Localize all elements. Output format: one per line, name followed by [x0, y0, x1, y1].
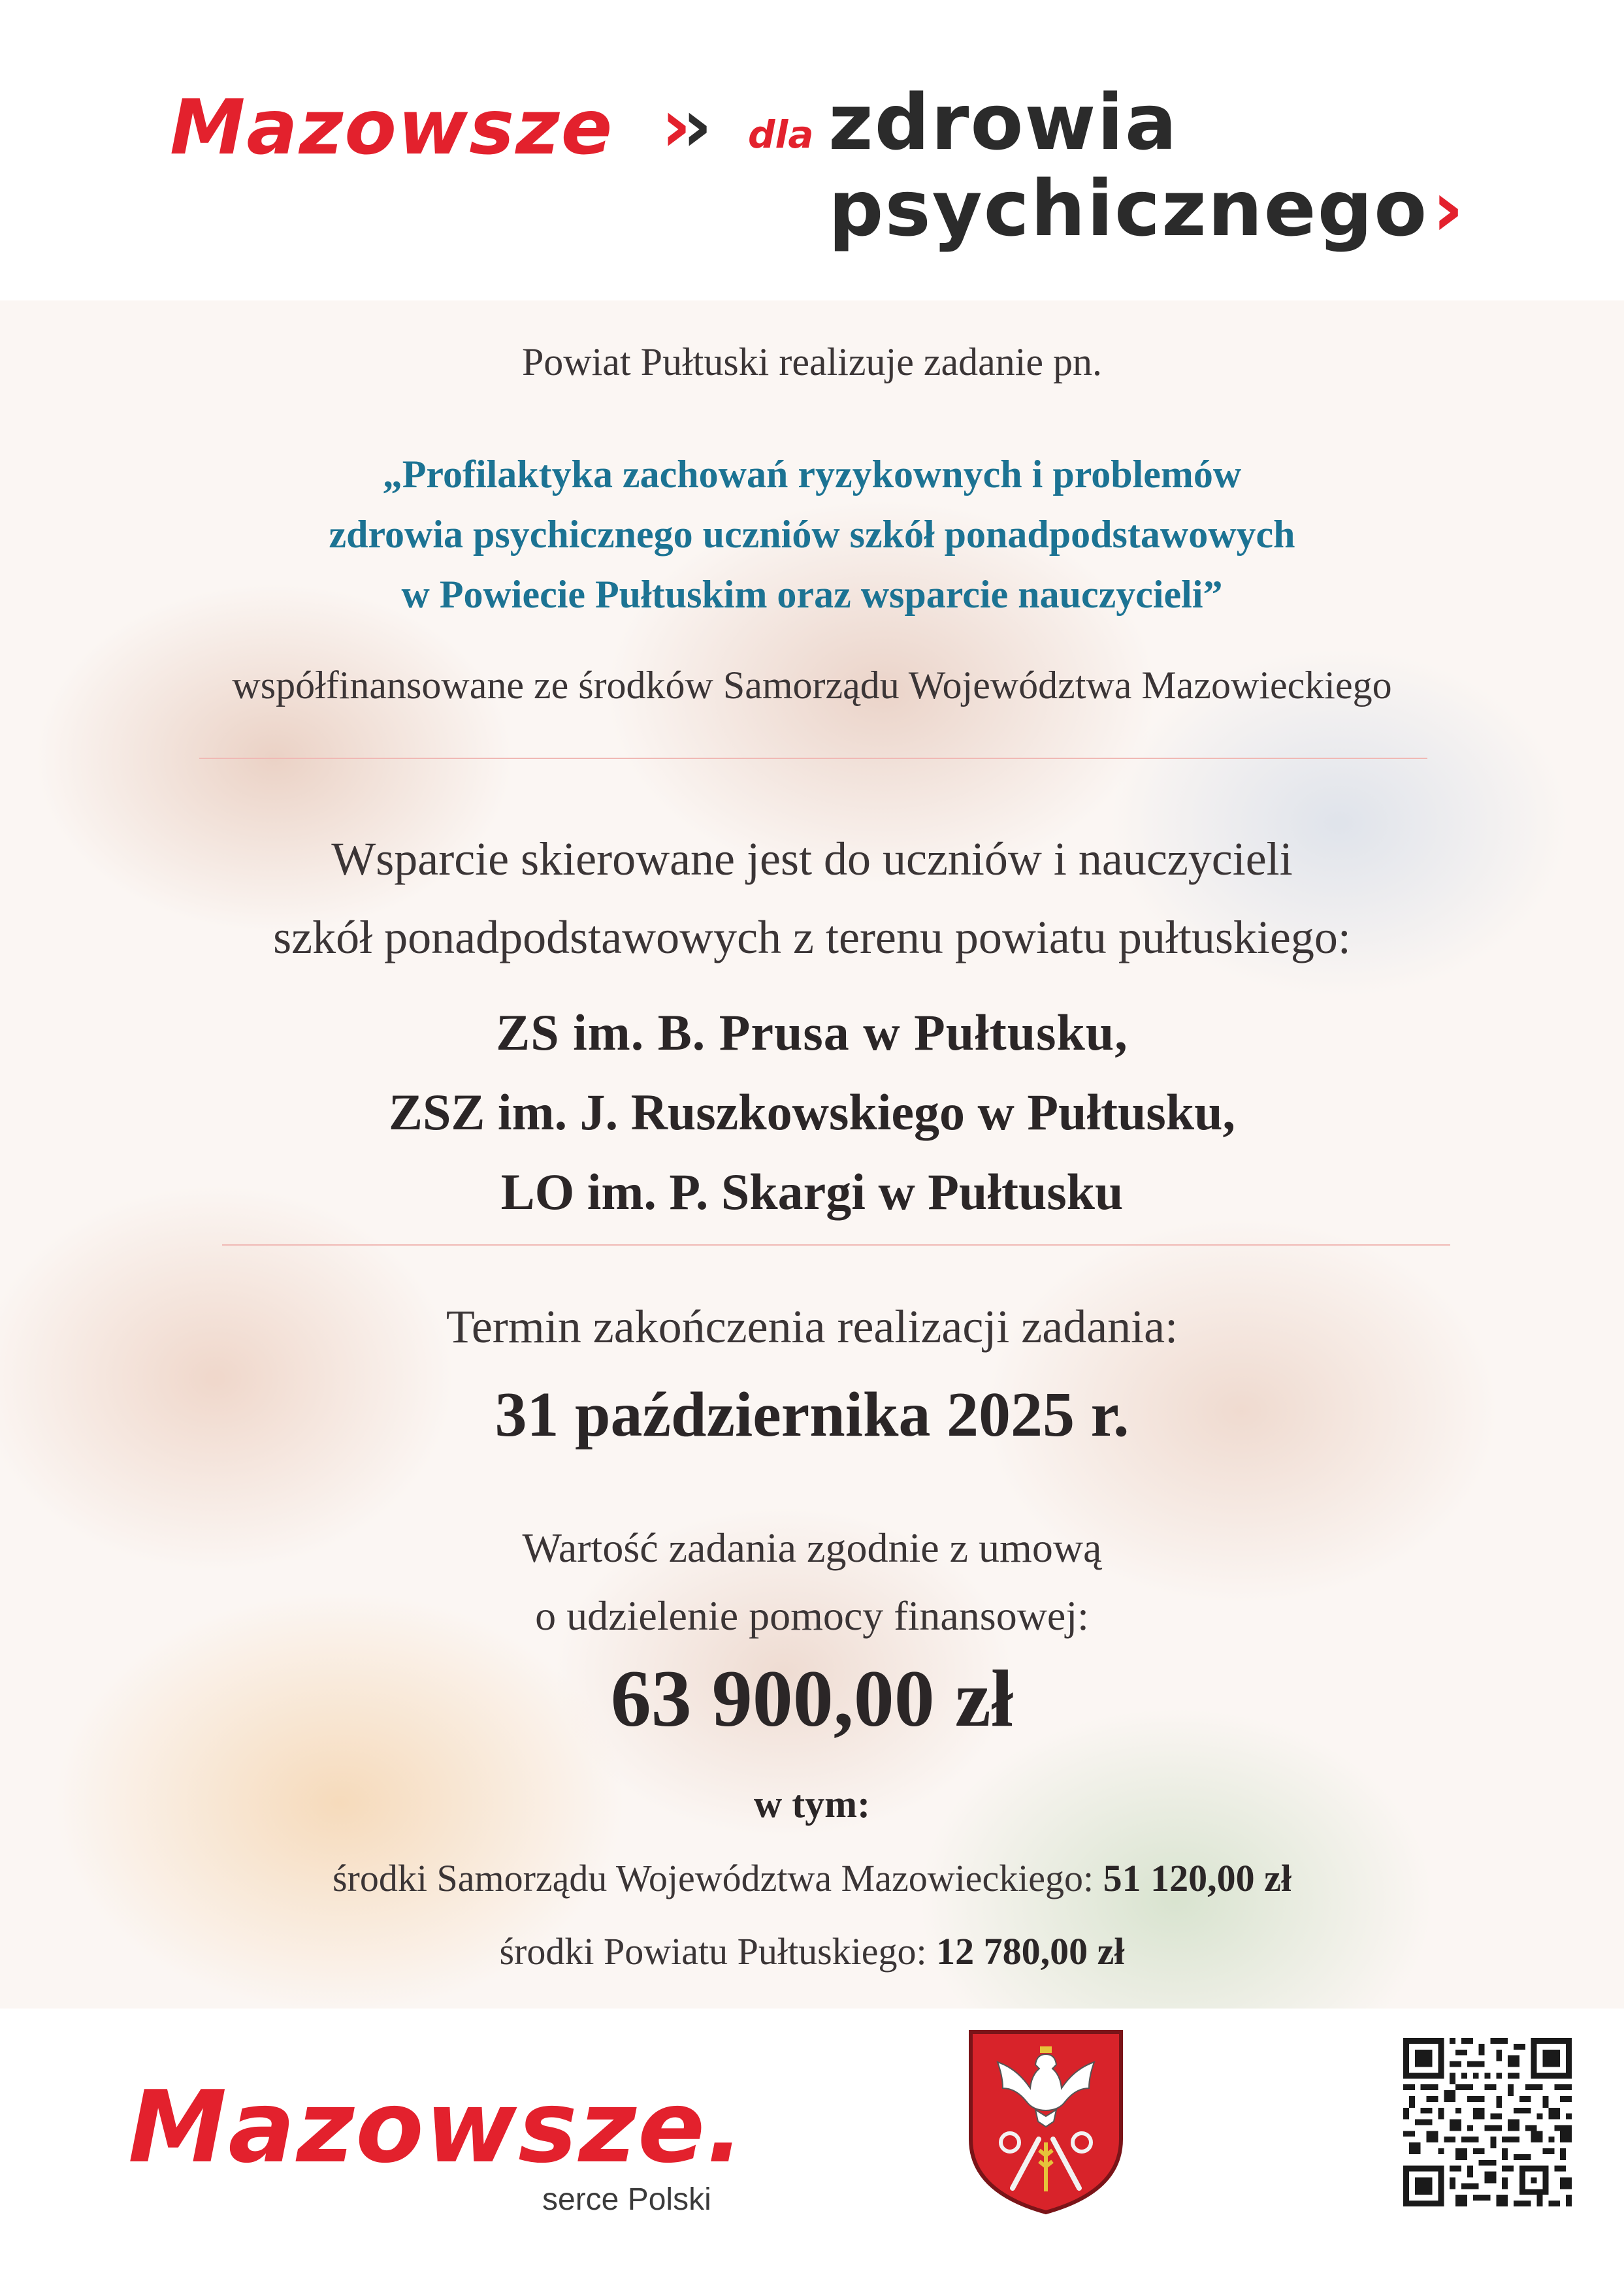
support-text — [0, 820, 1624, 977]
funds-breakdown — [0, 1842, 1624, 1988]
deadline-date: 31 października 2025 r. — [495, 1380, 1129, 1450]
schools-list — [0, 993, 1624, 1232]
cofinancing-text: współfinansowane ze środków Samorządu Województwa Mazowieckiego — [232, 664, 1392, 707]
coat-of-arms-icon — [967, 2028, 1125, 2215]
task-title-line1: „Profilaktyka zachowań ryzykownych i problemów — [382, 453, 1242, 496]
school-item: ZS im. B. Prusa w Pułtusku, — [496, 1004, 1128, 1061]
school-item: LO im. P. Skargi w Pułtusku — [500, 1163, 1124, 1220]
tagline: serce Polski — [542, 2182, 711, 2217]
end-chevron-icon: › — [1432, 163, 1465, 253]
value-amount: 63 900,00 zł — [610, 1654, 1014, 1743]
funds-item-county — [0, 1915, 1624, 1988]
funds-item-value: 51 120,00 zł — [1103, 1857, 1292, 1899]
school-item: ZSZ im. J. Ruszkowskiego w Pułtusku, — [389, 1084, 1235, 1140]
header-line2: psychicznego — [828, 163, 1429, 253]
mazowsze-footer-logo: Mazowsze. — [128, 2069, 745, 2185]
header-line1: zdrowia — [828, 77, 1178, 167]
deadline-label: Termin zakończenia realizacji zadania: — [446, 1300, 1178, 1353]
double-chevron-icon: ›› — [661, 84, 704, 169]
breakdown-heading: w tym: — [753, 1783, 871, 1826]
funds-item-value: 12 780,00 zł — [936, 1930, 1125, 1973]
mazowsze-logo-text: Mazowsze — [170, 84, 614, 172]
value-label — [0, 1514, 1624, 1650]
divider-middle — [222, 1244, 1450, 1246]
dla-text: dla — [748, 112, 814, 157]
value-label-line2: o udzielenie pomocy finansowej: — [535, 1592, 1089, 1639]
support-line1: Wsparcie skierowane jest do uczniów i nauczycieli — [331, 833, 1293, 885]
task-title-line3: w Powiecie Pułtuskim oraz wsparcie nauczycieli” — [401, 573, 1223, 616]
task-title — [0, 444, 1624, 624]
funds-item-label: środki Powiatu Pułtuskiego: — [499, 1930, 927, 1973]
value-label-line1: Wartość zadania zgodnie z umową — [522, 1525, 1102, 1571]
funds-item-label: środki Samorządu Województwa Mazowieckiego: — [332, 1857, 1094, 1899]
funds-item-voivodeship — [0, 1842, 1624, 1915]
task-title-line2: zdrowia psychicznego uczniów szkół ponadpodstawowych — [329, 513, 1295, 556]
header-line2-wrap — [828, 163, 1465, 253]
qr-code-icon — [1403, 2038, 1572, 2206]
divider-top — [199, 758, 1427, 759]
support-line2: szkół ponadpodstawowych z terenu powiatu pułtuskiego: — [273, 911, 1351, 963]
intro-text: Powiat Pułtuski realizuje zadanie pn. — [521, 340, 1103, 383]
